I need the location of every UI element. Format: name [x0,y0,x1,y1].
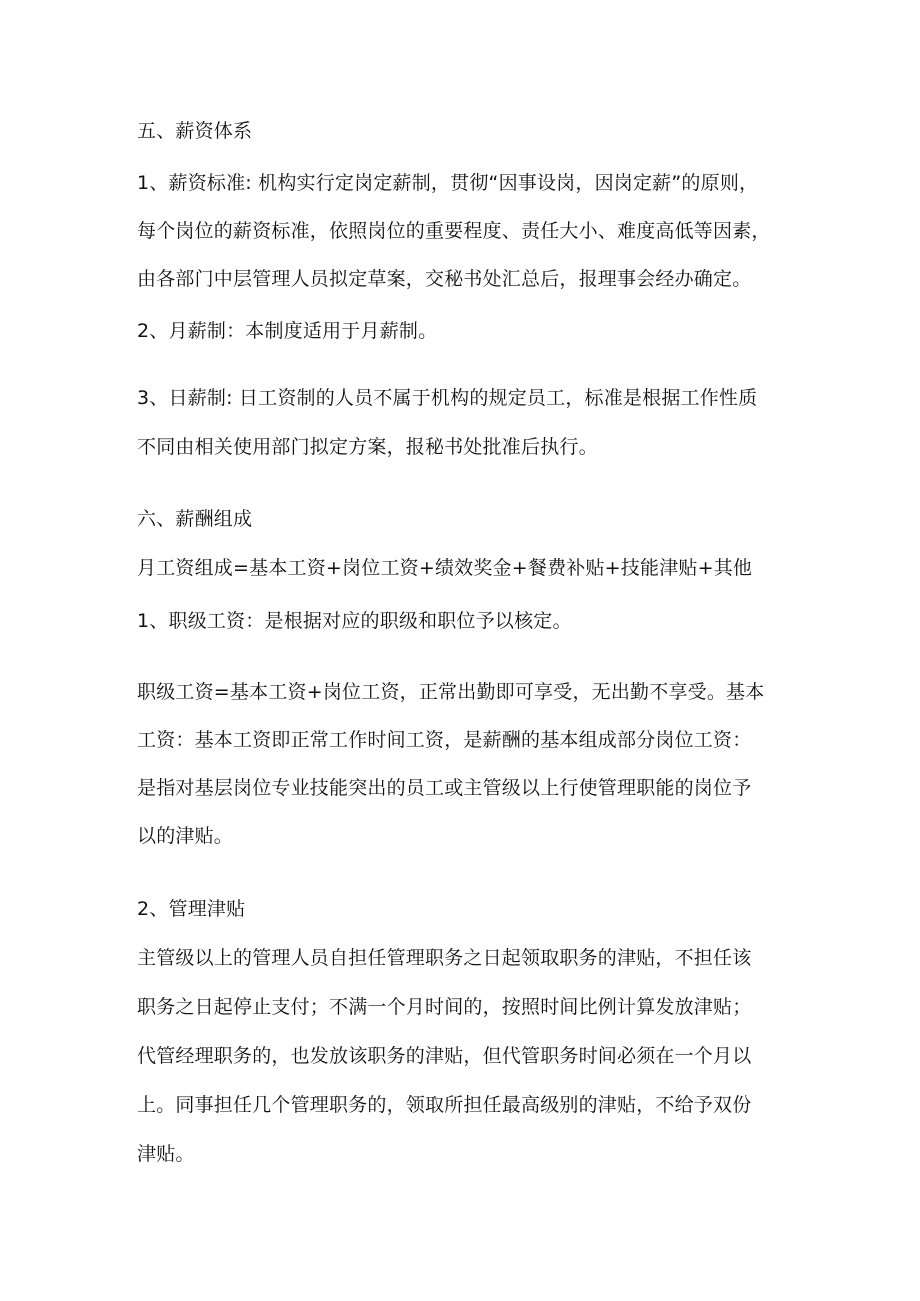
section-6-item-2-heading: 2、管理津贴 [137,898,246,920]
section-5-item-1-line-2: 每个岗位的薪资标准，依照岗位的重要程度、责任大小、难度高低等因素， [137,220,771,242]
section-5-heading: 五、薪资体系 [137,120,253,142]
section-6-item-2-detail-line-1: 主管级以上的管理人员自担任管理职务之日起领取职务的津贴，不担任该 [137,947,752,969]
section-6-heading: 六、薪酬组成 [137,508,253,530]
section-5-item-1-line-3: 由各部门中层管理人员拟定草案，交秘书处汇总后，报理事会经办确定。 [137,268,752,290]
section-6-item-2-detail-line-5: 津贴。 [137,1143,195,1165]
section-6-item-1-detail-line-4: 以的津贴。 [137,825,234,847]
section-5-item-3-line-1: 3、日薪制: 日工资制的人员不属于机构的规定员工，标准是根据工作性质 [137,387,758,409]
section-6-item-2-detail-line-3: 代管经理职务的，也发放该职务的津贴，但代管职务时间必须在一个月以 [137,1045,752,1067]
section-6-item-1-detail-line-2: 工资：基本工资即正常工作时间工资，是薪酬的基本组成部分岗位工资： [137,729,752,751]
salary-formula: 月工资组成=基本工资+岗位工资+绩效奖金+餐费补贴+技能津贴+其他 [137,557,753,579]
section-5-item-1-line-1: 1、薪资标准: 机构实行定岗定薪制，贯彻“因事设岗，因岗定薪”的原则， [137,172,759,194]
section-5-item-3-line-2: 不同由相关使用部门拟定方案，报秘书处批准后执行。 [137,436,598,458]
section-6-item-2-detail-line-2: 职务之日起停止支付；不满一个月时间的，按照时间比例计算发放津贴； [137,996,752,1018]
section-6-item-2-detail-line-4: 上。同事担任几个管理职务的，领取所担任最高级别的津贴，不给予双份 [137,1094,752,1116]
section-6-item-1-detail-line-1: 职级工资=基本工资+岗位工资，正常出勤即可享受，无出勤不享受。基本 [137,681,765,703]
section-6-item-1-detail-line-3: 是指对基层岗位专业技能突出的员工或主管级以上行使管理职能的岗位予 [137,777,752,799]
section-6-item-1: 1、职级工资：是根据对应的职级和职位予以核定。 [137,610,572,632]
section-5-item-2: 2、月薪制：本制度适用于月薪制。 [137,320,438,342]
